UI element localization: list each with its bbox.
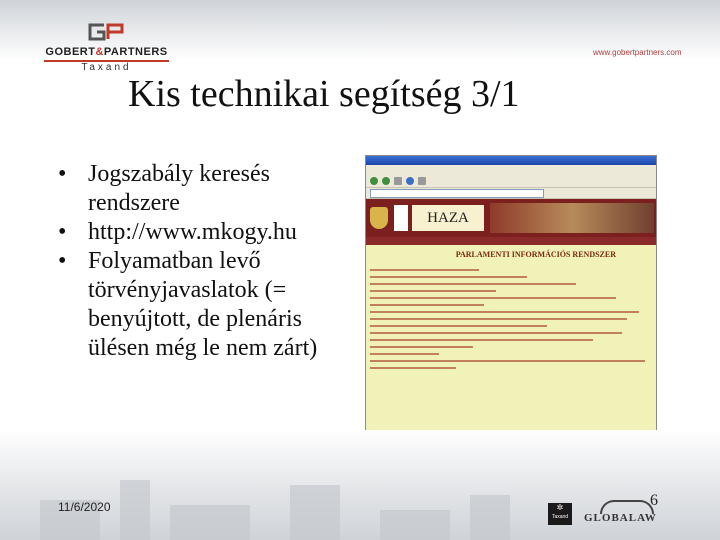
coat-of-arms-icon [370, 207, 388, 229]
page-number: 6 [650, 492, 658, 509]
building-shape [470, 495, 510, 540]
site-header [366, 199, 656, 237]
list-item [370, 311, 639, 313]
list-item [370, 353, 439, 355]
list-item [370, 346, 473, 348]
parliament-website-screenshot [365, 155, 657, 452]
globalaw-logo [584, 500, 679, 528]
slide-title: Kis technikai segítség 3/1 [128, 73, 520, 115]
bullet-icon: • [58, 219, 67, 245]
logo-wordmark: GOBERT&PARTNERS [45, 46, 168, 58]
bullet-list [58, 160, 348, 363]
site-name: HAZA [412, 205, 484, 231]
bullet-icon: • [58, 248, 67, 274]
taxand-logo: ✲ Taxand [548, 503, 572, 525]
bullet-item: • Jogszabály keresés rendszere [58, 161, 270, 216]
address-input [370, 189, 544, 198]
list-item [370, 290, 496, 292]
stop-icon [394, 177, 402, 185]
back-icon [370, 177, 378, 185]
list-item [370, 325, 547, 327]
gp-monogram-icon [86, 22, 126, 42]
list-item [370, 360, 645, 362]
list-item [370, 276, 527, 278]
bullet-icon: • [58, 161, 67, 187]
list-item [370, 339, 593, 341]
slide-date: 11/6/2020 [58, 500, 111, 514]
building-shape [290, 485, 340, 540]
system-title: PARLAMENTI INFORMÁCIÓS RENDSZER [455, 250, 616, 259]
header-panel [394, 205, 408, 231]
globalaw-name: GLOBALAW [584, 512, 657, 524]
list-item [370, 269, 479, 271]
list-item [370, 318, 627, 320]
gobert-partners-logo [44, 22, 169, 76]
bullet-item: • Folyamatban levő törvényjavaslatok (= benyújtott, de plenáris ülésen még le nem zárt) [58, 248, 318, 361]
browser-toolbar [366, 174, 656, 188]
browser-titlebar [366, 156, 656, 165]
parliament-photo [490, 203, 654, 233]
building-shape [170, 505, 250, 540]
list-item [370, 332, 622, 334]
list-item [370, 367, 456, 369]
list-item [370, 283, 576, 285]
list-item [370, 297, 616, 299]
date-strip [366, 237, 656, 245]
refresh-icon [406, 177, 414, 185]
bullet-item: • http://www.mkogy.hu [58, 219, 297, 245]
list-item [370, 304, 484, 306]
browser-addressbar [366, 188, 656, 199]
logo-subtitle: Taxand [81, 62, 132, 73]
forward-icon [382, 177, 390, 185]
building-shape [120, 480, 150, 540]
building-shape [380, 510, 450, 540]
document-list [366, 269, 656, 369]
home-icon [418, 177, 426, 185]
company-website: www.gobertpartners.com [593, 48, 682, 57]
browser-menubar [366, 165, 656, 174]
